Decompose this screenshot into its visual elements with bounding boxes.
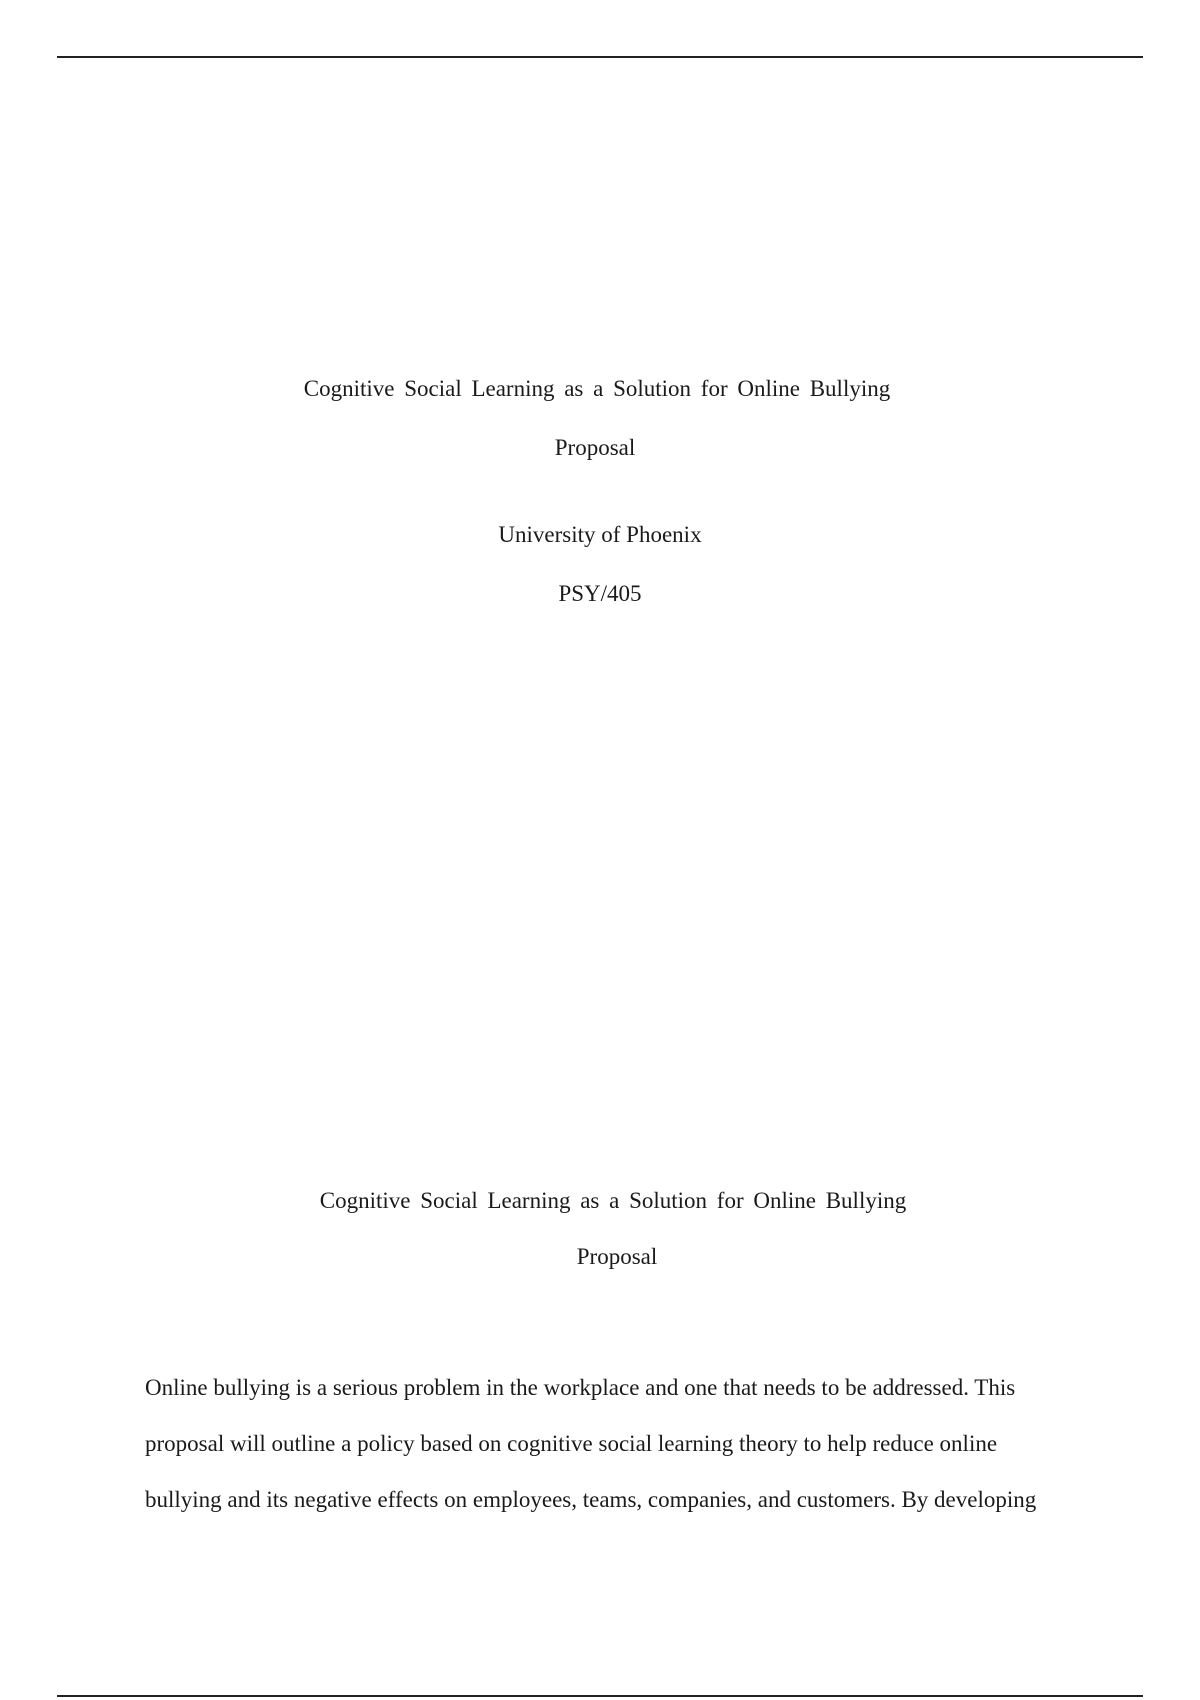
body-page-subtitle: Proposal <box>576 1244 658 1269</box>
body-page-title: Cognitive Social Learning as a Solution for Online Bullying <box>319 1188 907 1213</box>
title-page-subtitle: Proposal <box>554 435 636 460</box>
title-page-title: Cognitive Social Learning as a Solution for Online Bullying <box>303 376 891 401</box>
title-page-course: PSY/405 <box>558 581 642 606</box>
paragraph-line: bullying and its negative effects on employees, teams, companies, and customers. By developing <box>145 1487 1037 1512</box>
paragraph-line: proposal will outline a policy based on cognitive social learning theory to help reduce online <box>145 1431 998 1456</box>
bottom-page-rule <box>57 1695 1143 1697</box>
body-paragraph <box>145 1360 1105 1528</box>
top-page-rule <box>57 56 1143 58</box>
paragraph-line: Online bullying is a serious problem in the workplace and one that needs to be addressed. This <box>145 1375 1016 1400</box>
title-page-institution: University of Phoenix <box>498 522 702 547</box>
